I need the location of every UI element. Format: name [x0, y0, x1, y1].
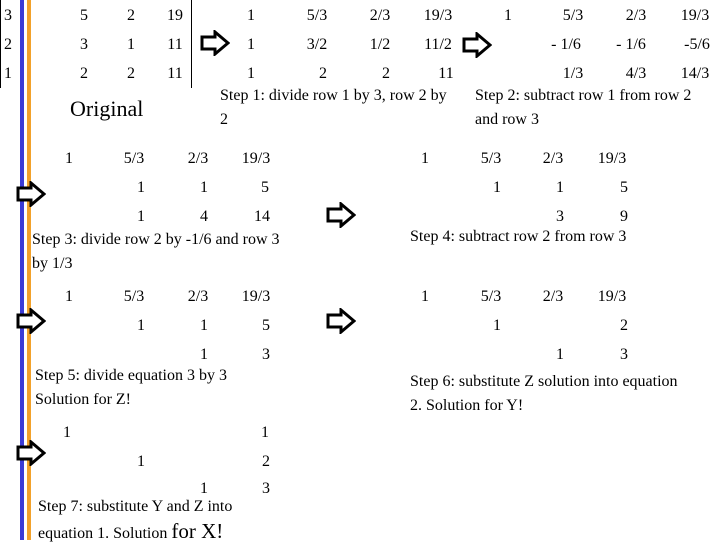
matrix-cell: 2 [620, 317, 628, 334]
matrix-cell: 19/3 [241, 288, 271, 305]
original-left-border [0, 0, 1, 88]
matrix-cell: 1 [247, 36, 255, 53]
matrix-cell: 1 [493, 317, 501, 334]
matrix-cell: - 1/6 [551, 36, 581, 53]
matrix-cell: 1 [504, 7, 512, 24]
arrow-right-icon [326, 308, 356, 334]
matrix-cell: 5 [261, 179, 269, 196]
matrix-cell: 2 [319, 65, 327, 82]
matrix-cell: 3 [80, 36, 88, 53]
matrix-cell: 3 [4, 7, 12, 24]
arrow-right-icon [462, 32, 492, 58]
matrix-cell: 1 [261, 424, 269, 441]
matrix-cell: 1 [137, 317, 145, 334]
matrix-cell: 11/2 [424, 36, 452, 53]
matrix-cell: 5/3 [480, 288, 502, 305]
arrow-right-icon [16, 181, 46, 207]
matrix-cell: 1/2 [369, 36, 391, 53]
matrix-cell: 1 [137, 453, 145, 470]
step1-caption: Step 1: divide row 1 by 3, row 2 by 2 [220, 87, 447, 128]
matrix-cell: 1 [137, 208, 145, 225]
matrix-cell: 19/3 [680, 7, 710, 24]
matrix-cell: 1 [200, 480, 208, 497]
matrix-cell: 5/3 [123, 288, 145, 305]
matrix-cell: 1 [247, 7, 255, 24]
step3-caption: Step 3: divide row 2 by -1/6 and row 3 by 1/3 [32, 231, 280, 272]
matrix-cell: 1 [556, 346, 564, 363]
matrix-cell: 14 [254, 208, 270, 225]
matrix-cell: 19/3 [241, 150, 271, 167]
matrix-cell: 1 [137, 179, 145, 196]
matrix-cell: 1 [200, 346, 208, 363]
matrix-cell: 2/3 [187, 288, 209, 305]
matrix-cell: 5/3 [562, 7, 584, 24]
matrix-cell: 9 [620, 208, 628, 225]
original-label: Original [70, 96, 144, 121]
step7-caption [38, 495, 290, 546]
matrix-cell: 5 [620, 179, 628, 196]
matrix-cell: 1 [247, 65, 255, 82]
matrix-cell: 11 [167, 36, 183, 53]
matrix-cell: 11 [438, 65, 454, 82]
step4-caption: Step 4: subtract row 2 from row 3 [410, 228, 627, 245]
matrix-cell: - 1/6 [616, 36, 646, 53]
matrix-cell: 2 [4, 36, 12, 53]
matrix-cell: 3 [262, 346, 270, 363]
matrix-cell: 5/3 [123, 150, 145, 167]
matrix-cell: 4/3 [625, 65, 647, 82]
matrix-cell: 14/3 [680, 65, 710, 82]
matrix-cell: 1 [200, 179, 208, 196]
matrix-cell: 1 [421, 150, 429, 167]
matrix-cell: 4 [200, 208, 208, 225]
matrix-cell: 2 [262, 453, 270, 470]
matrix-cell: 3 [556, 208, 564, 225]
matrix-cell: 1 [63, 424, 71, 441]
original-right-border [191, 0, 192, 88]
matrix-cell: 5 [80, 7, 88, 24]
matrix-cell: 2/3 [187, 150, 209, 167]
matrix-cell: 2/3 [542, 288, 564, 305]
matrix-cell: 19 [167, 7, 183, 24]
matrix-cell: 2/3 [542, 150, 564, 167]
matrix-cell: 1 [4, 65, 12, 82]
matrix-cell: 2 [80, 65, 88, 82]
matrix-cell: 1 [556, 179, 564, 196]
matrix-cell: 1 [65, 288, 73, 305]
arrow-right-icon [200, 30, 230, 56]
matrix-cell: 3 [620, 346, 628, 363]
matrix-cell: 5/3 [306, 7, 328, 24]
step5-caption: Step 5: divide equation 3 by 3 Solution for Z! [35, 367, 227, 408]
step7-caption-tail: for X! [171, 519, 224, 543]
matrix-cell: 11 [167, 65, 183, 82]
matrix-cell: 2/3 [625, 7, 647, 24]
matrix-cell: 1 [65, 150, 73, 167]
matrix-cell: 5 [262, 317, 270, 334]
matrix-cell: 1 [200, 317, 208, 334]
matrix-cell: 2 [127, 65, 135, 82]
matrix-cell: 1 [421, 288, 429, 305]
matrix-cell: 3/2 [306, 36, 328, 53]
arrow-right-icon [16, 308, 46, 334]
step7-caption-main: Step 7: substitute Y and Z into equation 1. Solution [38, 498, 233, 542]
matrix-cell: 1 [493, 179, 501, 196]
matrix-cell: 2 [127, 7, 135, 24]
matrix-cell: 3 [262, 480, 270, 497]
step6-caption: Step 6: substitute Z solution into equation 2. Solution for Y! [410, 373, 678, 414]
matrix-cell: 19/3 [597, 150, 627, 167]
arrow-right-icon [326, 202, 356, 228]
matrix-cell: 2 [382, 65, 390, 82]
matrix-cell: 1 [127, 36, 135, 53]
step2-caption: Step 2: subtract row 1 from row 2 and row 3 [475, 87, 692, 128]
matrix-cell: 1/3 [562, 65, 584, 82]
matrix-cell: 19/3 [597, 288, 627, 305]
matrix-cell: 5/3 [480, 150, 502, 167]
arrow-right-icon [16, 440, 46, 466]
matrix-cell: 2/3 [369, 7, 391, 24]
matrix-cell: 19/3 [423, 7, 453, 24]
matrix-cell: -5/6 [684, 36, 710, 53]
